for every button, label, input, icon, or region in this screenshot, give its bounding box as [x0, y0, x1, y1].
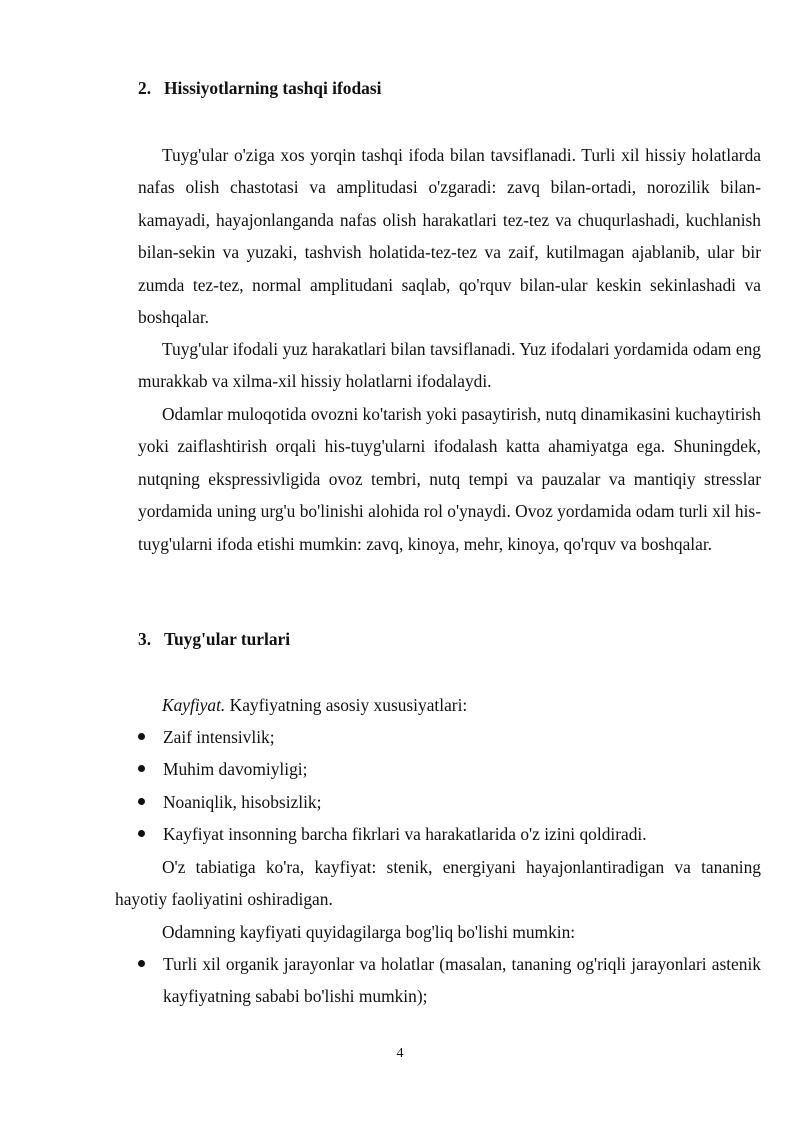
- bullet-icon: [138, 733, 145, 740]
- page-number: 4: [396, 1046, 404, 1061]
- paragraph-mood-intro: [138, 689, 761, 721]
- bullet-icon: [138, 798, 145, 805]
- paragraph-mood-nature: O'z tabiatiga ko'ra, kayfiyat: stenik, energiyani hayajonlantiradigan va tananing hayotiy faoliyatini oshiradigan.: [115, 857, 761, 910]
- paragraph-facial-expressions: Tuyg'ular ifodali yuz harakatlari bilan tavsiflanadi. Yuz ifodalari yordamida odam eng murakkab va xilma-xil hissiy holatlarni ifodalaydi.: [138, 339, 761, 392]
- list-item: Noaniqlik, hisobsizlik;: [138, 786, 761, 818]
- section-2-heading: [138, 78, 381, 99]
- list-item: Zaif intensivlik;: [138, 721, 761, 753]
- bullet-icon: [138, 960, 145, 967]
- bullet-icon: [138, 830, 145, 837]
- mood-features-list: [138, 721, 761, 851]
- paragraph-breathing: Tuyg'ular o'ziga xos yorqin tashqi ifoda bilan tavsiflanadi. Turli xil hissiy holatlarda nafas olish chastotasi va amplitudasi o'zgaradi: zavq bilan-ortadi, norozilik bilan-kamayadi, hayajonlanganda nafas olish harakatlari tez-tez va chuqurlashadi, kuchlanish bilan-sekin va yuzaki, tashvish holatida-tez-tez va zaif, kutilmagan ajablanib, ular bir zumda tez-tez, normal amplitudani saqlab, qo'rquv bilan-ular keskin sekinlashadi va boshqalar.: [138, 145, 761, 328]
- mood-intro-text: Kayfiyatning asosiy xususiyatlari:: [225, 695, 468, 715]
- paragraph-voice: Odamlar muloqotida ovozni ko'tarish yoki pasaytirish, nutq dinamikasini kuchaytirish yoki zaiflashtirish orqali his-tuyg'ularni ifodalash katta ahamiyatga ega. Shuningdek, nutqning ekspressivligida ovoz tembri, nutq tempi va pauzalar va mantiqiy stresslar yordamida uning urg'u bo'linishi alohida rol o'ynaydi. Ovoz yordamida odam turli xil his-tuyg'ularni ifoda etishi mumkin: zavq, kinoya, mehr, kinoya, qo'rquv va boshqalar.: [138, 404, 761, 554]
- list-item: Turli xil organik jarayonlar va holatlar (masalan, tananing og'riqli jarayonlari astenik kayfiyatning sababi bo'lishi mumkin);: [138, 948, 761, 1013]
- list-item: Muhim davomiyligi;: [138, 753, 761, 785]
- section-3-title: Tuyg'ular turlari: [164, 629, 291, 649]
- section-3-heading: [138, 629, 290, 650]
- mood-term: Kayfiyat.: [162, 695, 226, 715]
- list-item: Kayfiyat insonning barcha fikrlari va harakatlarida o'z izini qoldiradi.: [138, 818, 761, 850]
- mood-causes-list: [138, 948, 761, 1013]
- bullet-icon: [138, 765, 145, 772]
- section-2-title: Hissiyotlarning tashqi ifodasi: [164, 78, 382, 98]
- paragraph-mood-depends: Odamning kayfiyati quyidagilarga bog'liq bo'lishi mumkin:: [162, 922, 576, 942]
- section-2-number: 2.: [138, 78, 152, 98]
- section-3-number: 3.: [138, 629, 152, 649]
